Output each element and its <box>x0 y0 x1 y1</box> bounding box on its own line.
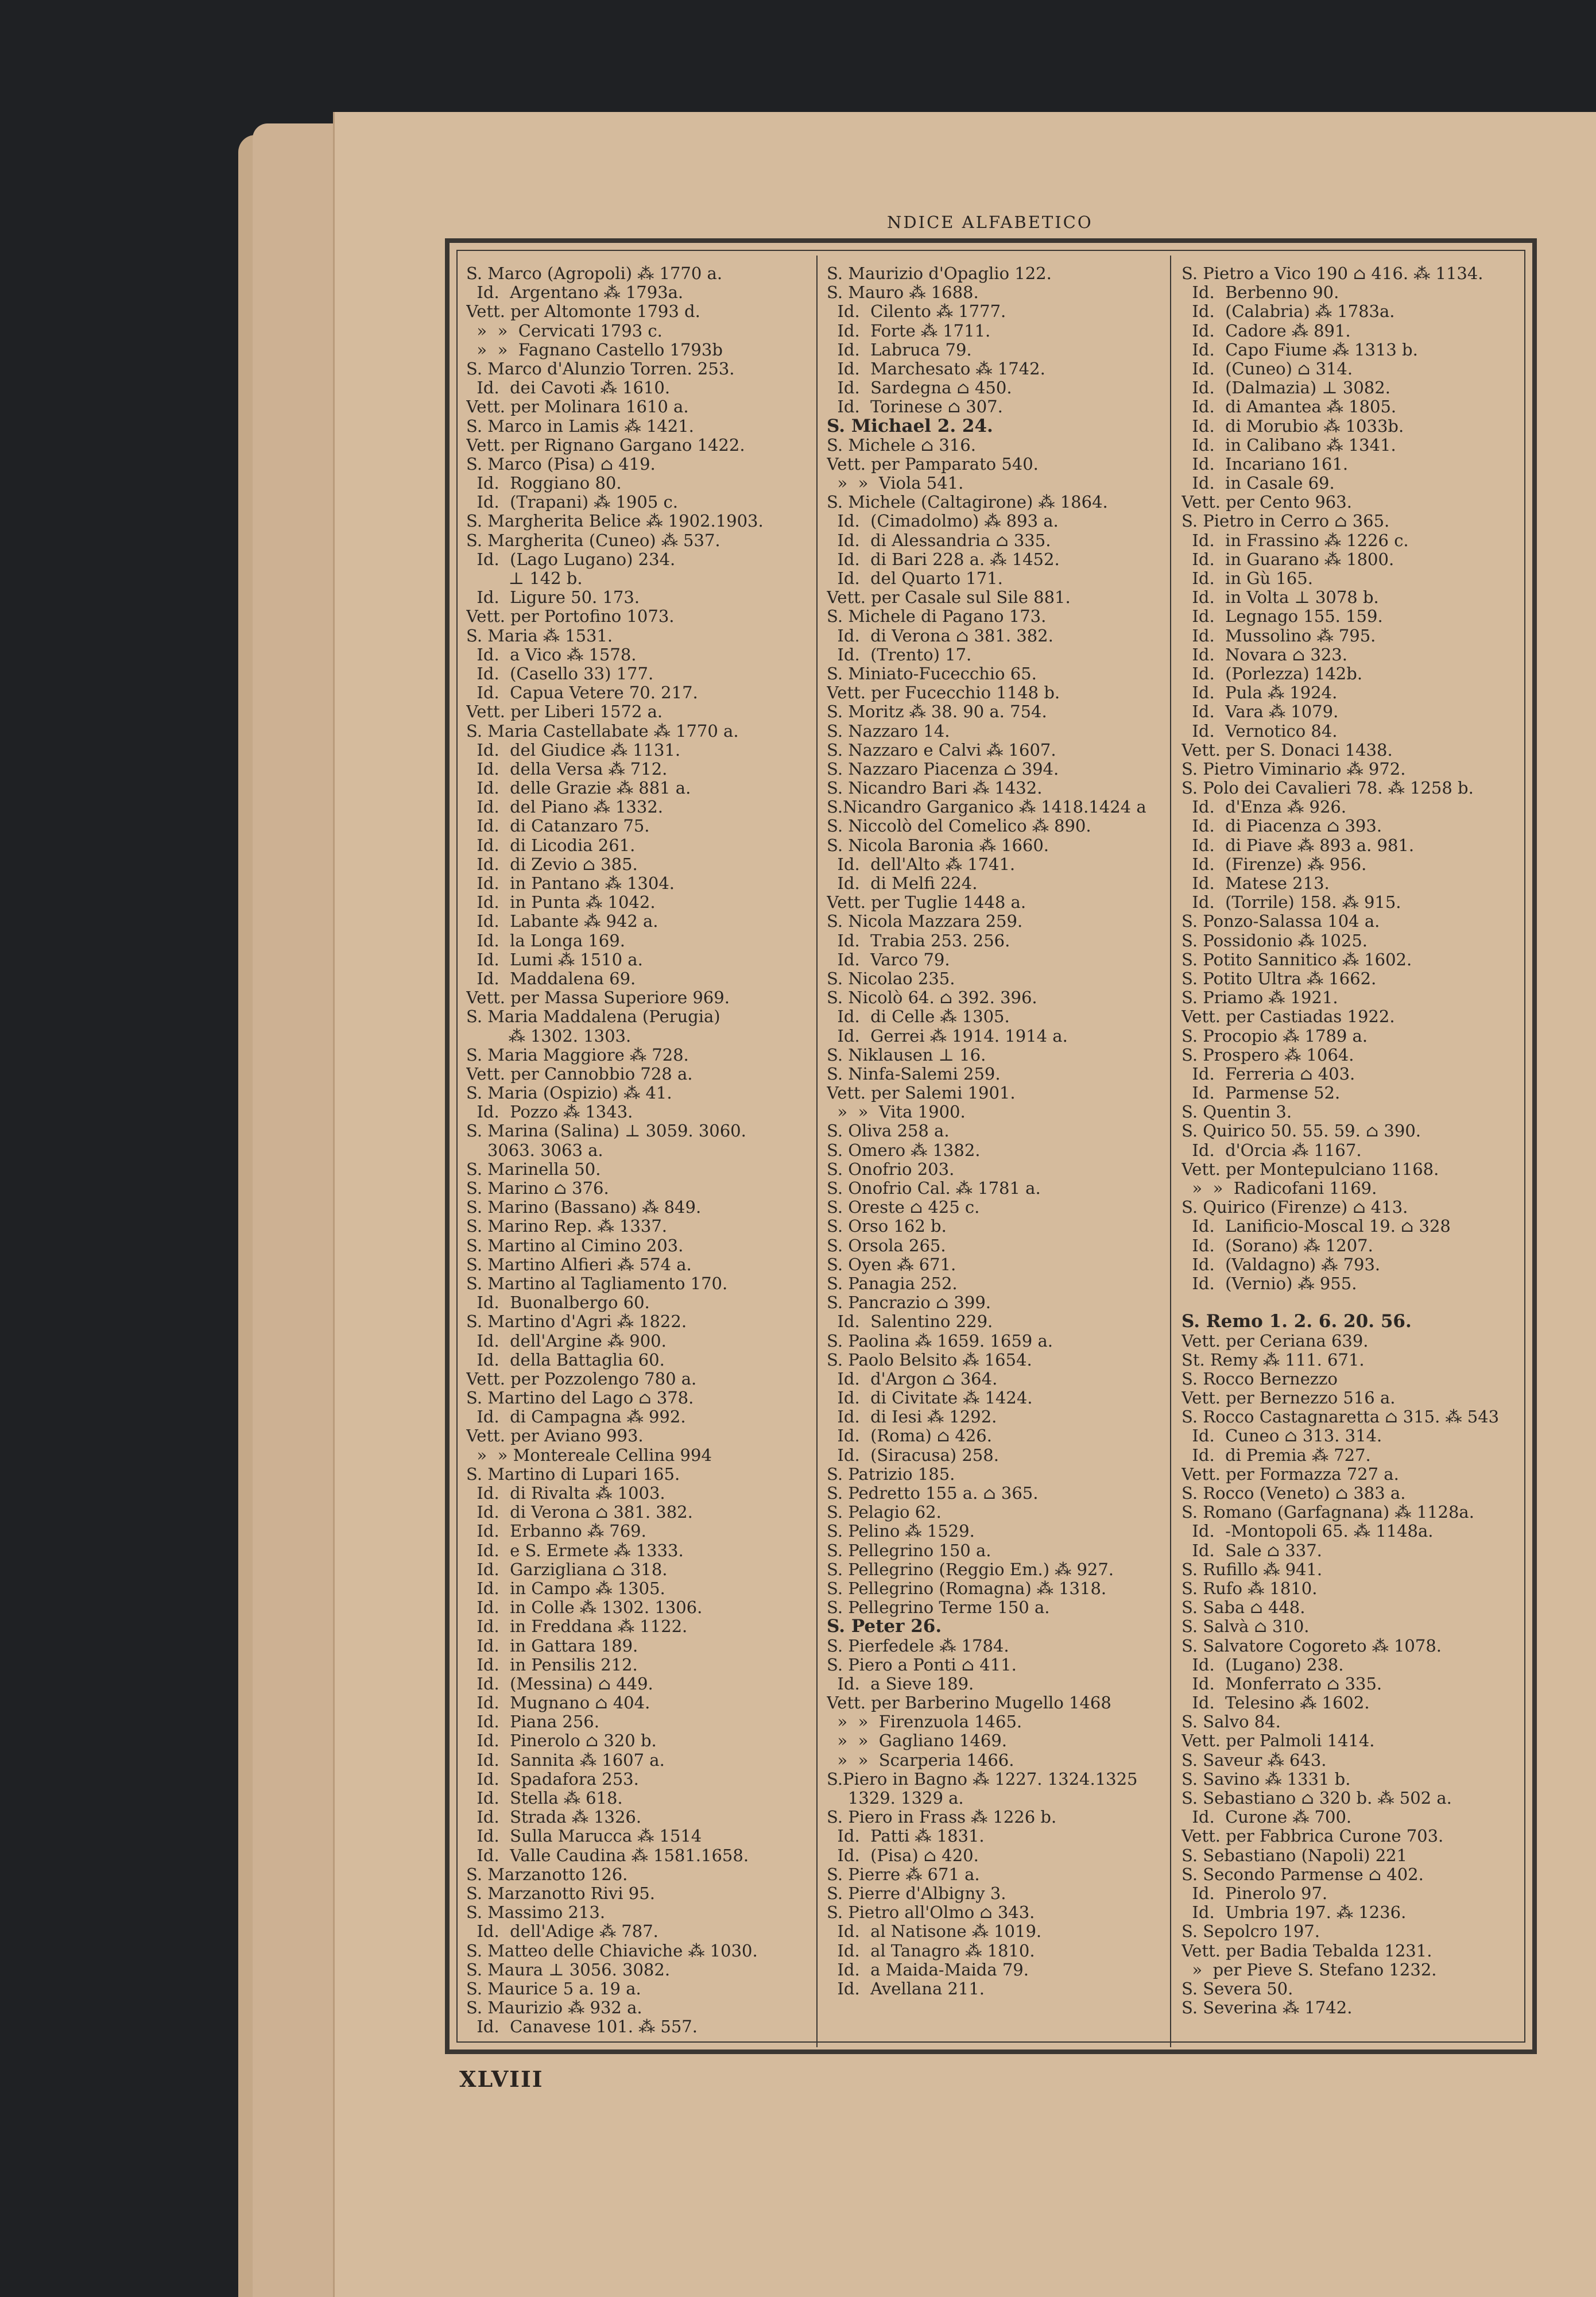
index-entry: S. Marco (Pisa) ⌂ 419. <box>466 454 656 474</box>
index-entry: S. Martino del Lago ⌂ 378. <box>466 1388 694 1408</box>
index-entry: ⊥ 142 b. <box>466 569 583 588</box>
index-entry: Vett. per Pamparato 540. <box>827 454 1039 474</box>
index-entry: S. Oyen ⁂ 671. <box>827 1254 956 1274</box>
index-entry: S. Onofrio Cal. ⁂ 1781 a. <box>827 1178 1041 1198</box>
index-entry: » » Gagliano 1469. <box>827 1731 1008 1751</box>
index-entry: Vett. per Tuglie 1448 a. <box>827 892 1026 912</box>
index-entry: S. Maria Castellabate ⁂ 1770 a. <box>466 721 739 741</box>
index-entry: S. Oreste ⌂ 425 c. <box>827 1197 980 1217</box>
index-entry: St. Remy ⁂ 111. 671. <box>1181 1349 1365 1370</box>
index-entry: Id. Curone ⁂ 700. <box>1181 1807 1352 1827</box>
index-entry: S. Rocco Castagnaretta ⌂ 315. ⁂ 543 <box>1181 1407 1500 1427</box>
index-entry: S. Nicolao 235. <box>827 968 955 988</box>
index-column-1 <box>466 264 799 2036</box>
index-entry: S. Martino di Lupari 165. <box>466 1464 680 1484</box>
index-entry: Id. Varco 79. <box>827 949 950 969</box>
index-entry: Id. di Rivalta ⁂ 1003. <box>466 1483 665 1503</box>
index-entry: Id. Pozzo ⁂ 1343. <box>466 1102 633 1122</box>
index-entry: ⁂ 1302. 1303. <box>466 1026 632 1046</box>
index-entry: Id. Lanificio-Moscal 19. ⌂ 328 <box>1181 1216 1451 1236</box>
index-entry: S. Matteo delle Chiaviche ⁂ 1030. <box>466 1940 758 1960</box>
index-entry: Id. (Lago Lugano) 234. <box>466 549 676 569</box>
index-entry: S. Patrizio 185. <box>827 1464 955 1484</box>
index-entry: Id. Strada ⁂ 1326. <box>466 1807 642 1827</box>
index-entry: S. Quirico (Firenze) ⌂ 413. <box>1181 1197 1408 1217</box>
index-entry: Id. in Calibano ⁂ 1341. <box>1181 435 1396 455</box>
index-entry: Vett. per Badia Tebalda 1231. <box>1181 1940 1432 1960</box>
index-entry: S. Pellegrino 150 a. <box>827 1540 991 1560</box>
index-entry: Id. di Iesi ⁂ 1292. <box>827 1407 997 1427</box>
index-entry: Vett. per Portofino 1073. <box>466 606 675 627</box>
index-entry: S. Pelino ⁂ 1529. <box>827 1521 975 1541</box>
index-entry: Id. dell'Adige ⁂ 787. <box>466 1921 658 1942</box>
index-entry: Id. (Vernio) ⁂ 955. <box>1181 1273 1357 1293</box>
index-entry: Id. Pula ⁂ 1924. <box>1181 683 1338 703</box>
index-entry: Id. Cadore ⁂ 891. <box>1181 320 1351 341</box>
index-entry: Id. (Trento) 17. <box>827 644 972 664</box>
index-entry: Id. d'Argon ⌂ 364. <box>827 1368 998 1389</box>
index-entry: Id. Salentino 229. <box>827 1312 993 1332</box>
index-entry: S. Marino ⌂ 376. <box>466 1178 609 1198</box>
index-entry <box>1181 1293 1514 1312</box>
index-entry: S. Mauro ⁂ 1688. <box>827 283 979 303</box>
index-entry: S. Pierre d'Albigny 3. <box>827 1883 1006 1903</box>
index-entry: Id. di Celle ⁂ 1305. <box>827 1007 1010 1027</box>
index-entry: Id. di Premia ⁂ 727. <box>1181 1445 1371 1465</box>
index-entry: Id. a Sieve 189. <box>827 1673 974 1693</box>
index-entry: Id. Legnago 155. 159. <box>1181 606 1383 627</box>
index-entry: S. Rufillo ⁂ 941. <box>1181 1559 1323 1579</box>
index-entry: S. Miniato-Fucecchio 65. <box>827 663 1037 683</box>
index-entry: Id. al Tanagro ⁂ 1810. <box>827 1940 1035 1960</box>
index-entry: S. Oliva 258 a. <box>827 1121 950 1141</box>
index-entry: S. Paolo Belsito ⁂ 1654. <box>827 1349 1032 1370</box>
index-entry: Id. Torinese ⌂ 307. <box>827 397 1003 417</box>
index-entry: Id. di Verona ⌂ 381. 382. <box>827 625 1053 645</box>
index-entry: Vett. per Altomonte 1793 d. <box>466 301 700 322</box>
index-entry: Vett. per Liberi 1572 a. <box>466 702 663 722</box>
index-entry: Id. in Volta ⊥ 3078 b. <box>1181 587 1379 608</box>
index-entry: Id. del Piano ⁂ 1332. <box>466 797 664 817</box>
index-entry: Id. Labruca 79. <box>827 339 972 359</box>
index-entry: S. Michele (Caltagirone) ⁂ 1864. <box>827 492 1108 512</box>
index-entry: Id. (Roma) ⌂ 426. <box>827 1426 992 1446</box>
index-entry: S. Pietro Viminario ⁂ 972. <box>1181 759 1406 779</box>
index-entry: S. Pancrazio ⌂ 399. <box>827 1293 991 1313</box>
index-entry: Id. Mugnano ⌂ 404. <box>466 1693 650 1713</box>
index-column-2 <box>827 264 1160 1998</box>
index-entry: Id. Berbenno 90. <box>1181 283 1339 303</box>
index-entry: Id. Avellana 211. <box>827 1978 985 1998</box>
index-entry: S. Orsola 265. <box>827 1235 946 1255</box>
index-entry: S. Ninfa-Salemi 259. <box>827 1064 1001 1084</box>
index-entry: Id. Umbria 197. ⁂ 1236. <box>1181 1902 1407 1923</box>
index-entry: Id. di Campagna ⁂ 992. <box>466 1407 686 1427</box>
index-entry: S. Nazzaro Piacenza ⌂ 394. <box>827 759 1059 779</box>
index-entry: Id. Cilento ⁂ 1777. <box>827 301 1006 322</box>
index-entry: S. Marzanotto 126. <box>466 1864 628 1884</box>
index-entry: S. Margherita (Cuneo) ⁂ 537. <box>466 530 720 550</box>
index-entry: Id. d'Enza ⁂ 926. <box>1181 797 1347 817</box>
index-entry: S. Pedretto 155 a. ⌂ 365. <box>827 1483 1039 1503</box>
index-column-3 <box>1181 264 1514 2017</box>
index-entry: Id. in Casale 69. <box>1181 473 1335 493</box>
index-entry: S. Omero ⁂ 1382. <box>827 1140 981 1160</box>
index-entry: » » Firenzuola 1465. <box>827 1712 1022 1732</box>
index-entry: 1329. 1329 a. <box>827 1788 964 1808</box>
index-entry: Id. e S. Ermete ⁂ 1333. <box>466 1540 684 1560</box>
index-entry: S. Marzanotto Rivi 95. <box>466 1883 655 1903</box>
index-entry: S. Remo 1. 2. 6. 20. 56. <box>1181 1311 1412 1332</box>
index-entry: Id. (Lugano) 238. <box>1181 1654 1344 1675</box>
index-entry: S. Rocco Bernezzo <box>1181 1368 1338 1389</box>
index-entry: S. Quirico 50. 55. 59. ⌂ 390. <box>1181 1121 1421 1141</box>
index-entry: S. Rufo ⁂ 1810. <box>1181 1578 1318 1598</box>
index-entry: Id. di Licodia 261. <box>466 835 636 855</box>
index-entry: S. Margherita Belice ⁂ 1902.1903. <box>466 511 764 531</box>
index-entry: S. Maria (Ospizio) ⁂ 41. <box>466 1083 672 1103</box>
index-entry: S. Pierfedele ⁂ 1784. <box>827 1635 1009 1656</box>
index-entry: Id. la Longa 169. <box>466 930 625 950</box>
index-entry: S. Paolina ⁂ 1659. 1659 a. <box>827 1331 1053 1351</box>
index-entry: S. Maria Maggiore ⁂ 728. <box>466 1045 689 1065</box>
index-entry: » » Vita 1900. <box>827 1102 966 1122</box>
index-entry: Id. Cuneo ⌂ 313. 314. <box>1181 1426 1382 1446</box>
index-entry: Id. di Amantea ⁂ 1805. <box>1181 397 1397 417</box>
index-entry: Id. in Gù 165. <box>1181 569 1313 588</box>
index-entry: Id. Mussolino ⁂ 795. <box>1181 625 1376 645</box>
index-entry: S. Pierre ⁂ 671 a. <box>827 1864 980 1884</box>
index-entry: Id. Sale ⌂ 337. <box>1181 1540 1322 1560</box>
index-entry: Id. Pinerolo 97. <box>1181 1883 1328 1903</box>
index-entry: S. Marino (Bassano) ⁂ 849. <box>466 1197 702 1217</box>
index-entry: S. Nazzaro 14. <box>827 721 950 741</box>
index-entry: S. Secondo Parmense ⌂ 402. <box>1181 1864 1424 1884</box>
index-entry: Vett. per Montepulciano 1168. <box>1181 1159 1439 1179</box>
index-entry: Vett. per Ceriana 639. <box>1181 1331 1369 1351</box>
index-entry: S. Maura ⊥ 3056. 3082. <box>466 1959 671 1979</box>
index-entry: Id. (Casello 33) 177. <box>466 663 654 683</box>
index-entry: Id. a Vico ⁂ 1578. <box>466 644 637 664</box>
index-entry: Id. dell'Argine ⁂ 900. <box>466 1331 667 1351</box>
index-entry: Id. delle Grazie ⁂ 881 a. <box>466 778 691 798</box>
index-entry: Id. Pinerolo ⌂ 320 b. <box>466 1731 657 1751</box>
index-entry: Id. Telesino ⁂ 1602. <box>1181 1693 1370 1713</box>
index-entry: S. Maurice 5 a. 19 a. <box>466 1978 641 1998</box>
index-entry: Vett. per Bernezzo 516 a. <box>1181 1388 1396 1408</box>
page-number: XLVIII <box>459 2066 544 2092</box>
index-entry: Id. Capua Vetere 70. 217. <box>466 683 698 703</box>
index-entry: » » Viola 541. <box>827 473 964 493</box>
index-entry: S. Severina ⁂ 1742. <box>1181 1998 1353 2018</box>
index-entry: Id. Sardegna ⌂ 450. <box>827 378 1012 398</box>
index-entry: Id. in Gattara 189. <box>466 1635 638 1656</box>
index-entry: S. Martino al Cimino 203. <box>466 1235 684 1255</box>
index-entry: Id. Matese 213. <box>1181 873 1330 893</box>
index-entry: Id. (Cuneo) ⌂ 314. <box>1181 358 1353 378</box>
index-entry: Id. di Bari 228 a. ⁂ 1452. <box>827 549 1060 569</box>
index-entry: S. Sebastiano ⌂ 320 b. ⁂ 502 a. <box>1181 1788 1452 1808</box>
index-entry: S. Savino ⁂ 1331 b. <box>1181 1769 1351 1789</box>
index-entry: Id. (Cimadolmo) ⁂ 893 a. <box>827 511 1059 531</box>
index-entry: Id. Roggiano 80. <box>466 473 622 493</box>
index-entry: Id. Trabia 253. 256. <box>827 930 1010 950</box>
index-entry: S. Marinella 50. <box>466 1159 601 1179</box>
column-divider-2 <box>1170 256 1171 2047</box>
index-entry: Id. di Zevio ⌂ 385. <box>466 854 638 874</box>
index-entry: S. Nicandro Bari ⁂ 1432. <box>827 778 1043 798</box>
index-entry: Vett. per Pozzolengo 780 a. <box>466 1368 697 1389</box>
index-entry: S. Panagia 252. <box>827 1273 958 1293</box>
index-entry: Id. di Morubio ⁂ 1033b. <box>1181 416 1404 436</box>
index-entry: S. Maria Maddalena (Perugia) <box>466 1007 720 1027</box>
index-entry: Id. (Siracusa) 258. <box>827 1445 999 1465</box>
index-entry: Id. Sulla Marucca ⁂ 1514 <box>466 1826 702 1846</box>
index-entry: S. Pellegrino Terme 150 a. <box>827 1598 1050 1618</box>
index-entry: Id. Canavese 101. ⁂ 557. <box>466 2017 698 2037</box>
index-entry: S. Potito Sannitico ⁂ 1602. <box>1181 949 1412 969</box>
index-entry: » » Cervicati 1793 c. <box>466 320 663 341</box>
index-entry: Id. Ferreria ⌂ 403. <box>1181 1064 1355 1084</box>
index-entry: Id. del Giudice ⁂ 1131. <box>466 740 681 760</box>
index-entry: Id. Incariano 161. <box>1181 454 1349 474</box>
index-entry: Id. in Guarano ⁂ 1800. <box>1181 549 1394 569</box>
index-entry: S. Maurizio d'Opaglio 122. <box>827 264 1052 283</box>
index-entry: Id. Erbanno ⁂ 769. <box>466 1521 646 1541</box>
index-entry: Id. di Alessandria ⌂ 335. <box>827 530 1051 550</box>
index-entry: S. Saba ⌂ 448. <box>1181 1598 1306 1618</box>
index-entry: S. Martino Alfieri ⁂ 574 a. <box>466 1254 692 1274</box>
index-entry: S. Peter 26. <box>827 1616 942 1637</box>
index-entry: S. Pietro a Vico 190 ⌂ 416. ⁂ 1134. <box>1181 264 1483 283</box>
index-entry: S. Prospero ⁂ 1064. <box>1181 1045 1354 1065</box>
index-entry: Vett. per Fabbrica Curone 703. <box>1181 1826 1444 1846</box>
index-entry: S. Severa 50. <box>1181 1978 1293 1998</box>
index-entry: S.Piero in Bagno ⁂ 1227. 1324.1325 <box>827 1769 1138 1789</box>
index-entry: Id. (Firenze) ⁂ 956. <box>1181 854 1367 874</box>
index-entry: Id. (Sorano) ⁂ 1207. <box>1181 1235 1373 1255</box>
index-entry: Id. Labante ⁂ 942 a. <box>466 911 658 931</box>
index-entry: Id. (Porlezza) 142b. <box>1181 663 1363 683</box>
index-entry: Id. (Dalmazia) ⊥ 3082. <box>1181 378 1390 398</box>
index-entry: S. Nicolò 64. ⌂ 392. 396. <box>827 988 1037 1008</box>
index-entry: Id. Sannita ⁂ 1607 a. <box>466 1750 665 1770</box>
index-entry: S. Salvà ⌂ 310. <box>1181 1617 1310 1637</box>
index-entry: Id. Garzigliana ⌂ 318. <box>466 1559 668 1579</box>
index-entry: S.Nicandro Garganico ⁂ 1418.1424 a <box>827 797 1146 817</box>
index-entry: S. Pietro all'Olmo ⌂ 343. <box>827 1902 1035 1923</box>
index-entry: Id. Marchesato ⁂ 1742. <box>827 358 1045 378</box>
index-entry: S. Rocco (Veneto) ⌂ 383 a. <box>1181 1483 1406 1503</box>
index-entry: S. Nicola Baronia ⁂ 1660. <box>827 835 1049 855</box>
index-entry: S. Pellegrino (Reggio Em.) ⁂ 927. <box>827 1559 1114 1579</box>
index-entry: Id. in Freddana ⁂ 1122. <box>466 1617 688 1637</box>
index-entry: S. Romano (Garfagnana) ⁂ 1128a. <box>1181 1502 1474 1522</box>
index-entry: S. Moritz ⁂ 38. 90 a. 754. <box>827 702 1047 722</box>
index-entry: S. Salvo 84. <box>1181 1712 1281 1732</box>
index-entry: S. Polo dei Cavalieri 78. ⁂ 1258 b. <box>1181 778 1474 798</box>
index-entry: S. Sepolcro 197. <box>1181 1921 1320 1942</box>
index-entry: Id. del Quarto 171. <box>827 569 1003 588</box>
index-entry: Id. in Campo ⁂ 1305. <box>466 1578 665 1598</box>
index-entry: S. Nazzaro e Calvi ⁂ 1607. <box>827 740 1056 760</box>
index-entry: Id. in Frassino ⁂ 1226 c. <box>1181 530 1409 550</box>
index-entry: Id. Buonalbergo 60. <box>466 1293 650 1313</box>
index-entry: Id. dell'Alto ⁂ 1741. <box>827 854 1016 874</box>
index-entry: S. Michele ⌂ 316. <box>827 435 976 455</box>
index-entry: Vett. per Barberino Mugello 1468 <box>827 1693 1111 1713</box>
index-entry: Vett. per Salemi 1901. <box>827 1083 1016 1103</box>
index-entry: S. Priamo ⁂ 1921. <box>1181 988 1338 1008</box>
index-entry: Id. Valle Caudina ⁂ 1581.1658. <box>466 1845 749 1865</box>
index-entry: Id. (Messina) ⌂ 449. <box>466 1673 653 1693</box>
index-entry: » » Radicofani 1169. <box>1181 1178 1377 1198</box>
index-entry: Id. Argentano ⁂ 1793a. <box>466 283 684 303</box>
index-entry: » » Montereale Cellina 994 <box>466 1445 712 1465</box>
index-entry: Id. Monferrato ⌂ 335. <box>1181 1673 1382 1693</box>
index-entry: Id. della Versa ⁂ 712. <box>466 759 668 779</box>
index-entry: S. Saveur ⁂ 643. <box>1181 1750 1327 1770</box>
index-entry: Vett. per Palmoli 1414. <box>1181 1731 1375 1751</box>
index-entry: Id. dei Cavoti ⁂ 1610. <box>466 378 671 398</box>
index-entry: S. Pietro in Cerro ⌂ 365. <box>1181 511 1390 531</box>
index-entry: S. Michael 2. 24. <box>827 415 993 436</box>
index-entry: S. Procopio ⁂ 1789 a. <box>1181 1026 1368 1046</box>
page-header: NDICE ALFABETICO <box>887 212 1093 232</box>
index-entry: Id. Gerrei ⁂ 1914. 1914 a. <box>827 1026 1068 1046</box>
index-entry: » per Pieve S. Stefano 1232. <box>1181 1959 1437 1979</box>
index-entry: S. Michele di Pagano 173. <box>827 606 1047 627</box>
index-entry: S. Nicola Mazzara 259. <box>827 911 1023 931</box>
index-entry: Id. (Pisa) ⌂ 420. <box>827 1845 979 1865</box>
index-entry: Vett. per Casale sul Sile 881. <box>827 587 1071 608</box>
index-entry: Id. Vernotico 84. <box>1181 721 1338 741</box>
index-entry: Id. di Civitate ⁂ 1424. <box>827 1388 1033 1408</box>
index-entry: Id. in Pensilis 212. <box>466 1654 638 1675</box>
index-entry: Vett. per Aviano 993. <box>466 1426 644 1446</box>
column-divider-1 <box>816 256 818 2047</box>
index-entry: Id. di Verona ⌂ 381. 382. <box>466 1502 693 1522</box>
index-entry: Id. Capo Fiume ⁂ 1313 b. <box>1181 339 1418 359</box>
index-entry: 3063. 3063 a. <box>466 1140 603 1160</box>
index-entry: Id. Patti ⁂ 1831. <box>827 1826 985 1846</box>
index-entry: S. Marco d'Alunzio Torren. 253. <box>466 358 735 378</box>
index-entry: S. Niklausen ⊥ 16. <box>827 1045 986 1065</box>
index-entry: S. Potito Ultra ⁂ 1662. <box>1181 968 1377 988</box>
index-entry: Id. (Calabria) ⁂ 1783a. <box>1181 301 1395 322</box>
index-entry: » » Scarperia 1466. <box>827 1750 1014 1770</box>
index-entry: Id. della Battaglia 60. <box>466 1349 665 1370</box>
index-entry: Id. Lumi ⁂ 1510 a. <box>466 949 643 969</box>
index-entry: S. Piero in Frass ⁂ 1226 b. <box>827 1807 1057 1827</box>
index-entry: S. Onofrio 203. <box>827 1159 955 1179</box>
index-entry: Id. (Trapani) ⁂ 1905 c. <box>466 492 678 512</box>
index-entry: S. Salvatore Cogoreto ⁂ 1078. <box>1181 1635 1442 1656</box>
index-entry: S. Niccolò del Comelico ⁂ 890. <box>827 816 1091 836</box>
index-entry: Id. Novara ⌂ 323. <box>1181 644 1347 664</box>
index-entry: Id. di Melfi 224. <box>827 873 978 893</box>
index-entry: Id. a Maida-Maida 79. <box>827 1959 1029 1979</box>
index-entry: S. Marina (Salina) ⊥ 3059. 3060. <box>466 1121 746 1141</box>
index-entry: S. Marino Rep. ⁂ 1337. <box>466 1216 667 1236</box>
index-entry: Id. in Pantano ⁂ 1304. <box>466 873 675 893</box>
index-entry: Vett. per Cento 963. <box>1181 492 1352 512</box>
index-entry: Vett. per Castiadas 1922. <box>1181 1007 1395 1027</box>
index-entry: S. Marco (Agropoli) ⁂ 1770 a. <box>466 264 723 283</box>
index-entry: Id. al Natisone ⁂ 1019. <box>827 1921 1042 1942</box>
index-entry: Vett. per Rignano Gargano 1422. <box>466 435 745 455</box>
index-entry: Id. di Catanzaro 75. <box>466 816 650 836</box>
index-entry: S. Quentin 3. <box>1181 1102 1292 1122</box>
index-entry: S. Ponzo-Salassa 104 a. <box>1181 911 1380 931</box>
index-entry: S. Maria ⁂ 1531. <box>466 625 613 645</box>
index-entry: S. Martino al Tagliamento 170. <box>466 1273 728 1293</box>
index-entry: Id. in Punta ⁂ 1042. <box>466 892 656 912</box>
index-entry: S. Orso 162 b. <box>827 1216 947 1236</box>
index-entry: Id. (Valdagno) ⁂ 793. <box>1181 1254 1381 1274</box>
index-entry: Id. Ligure 50. 173. <box>466 587 640 608</box>
index-entry: Id. Vara ⁂ 1079. <box>1181 702 1339 722</box>
index-entry: Vett. per Formazza 727 a. <box>1181 1464 1399 1484</box>
index-entry: S. Sebastiano (Napoli) 221 <box>1181 1845 1408 1865</box>
index-entry: Id. di Piave ⁂ 893 a. 981. <box>1181 835 1415 855</box>
index-entry: Id. Forte ⁂ 1711. <box>827 320 991 341</box>
index-entry: S. Pellegrino (Romagna) ⁂ 1318. <box>827 1578 1107 1598</box>
index-entry: Vett. per S. Donaci 1438. <box>1181 740 1393 760</box>
index-entry: S. Marco in Lamis ⁂ 1421. <box>466 416 694 436</box>
index-entry: Id. di Piacenza ⌂ 393. <box>1181 816 1382 836</box>
index-entry: Id. -Montopoli 65. ⁂ 1148a. <box>1181 1521 1434 1541</box>
index-entry: Id. Parmense 52. <box>1181 1083 1341 1103</box>
index-entry: Vett. per Molinara 1610 a. <box>466 397 689 417</box>
index-entry: Id. Maddalena 69. <box>466 968 636 988</box>
index-entry: S. Possidonio ⁂ 1025. <box>1181 930 1368 950</box>
index-entry: S. Piero a Ponti ⌂ 411. <box>827 1654 1017 1675</box>
index-entry: S. Martino d'Agri ⁂ 1822. <box>466 1312 687 1332</box>
index-entry: S. Maurizio ⁂ 932 a. <box>466 1998 642 2018</box>
index-entry: Id. (Torrile) 158. ⁂ 915. <box>1181 892 1401 912</box>
index-entry: Id. d'Orcia ⁂ 1167. <box>1181 1140 1362 1160</box>
index-entry: S. Massimo 213. <box>466 1902 606 1923</box>
index-entry: Id. Piana 256. <box>466 1712 599 1732</box>
index-entry: » » Fagnano Castello 1793b <box>466 339 723 359</box>
index-entry: Id. in Colle ⁂ 1302. 1306. <box>466 1598 703 1618</box>
index-entry: Id. Stella ⁂ 618. <box>466 1788 623 1808</box>
index-entry: Vett. per Cannobbio 728 a. <box>466 1064 693 1084</box>
index-entry: S. Pelagio 62. <box>827 1502 942 1522</box>
index-entry: Vett. per Massa Superiore 969. <box>466 988 730 1008</box>
index-entry: Id. Spadafora 253. <box>466 1769 639 1789</box>
index-entry: Vett. per Fucecchio 1148 b. <box>827 683 1060 703</box>
